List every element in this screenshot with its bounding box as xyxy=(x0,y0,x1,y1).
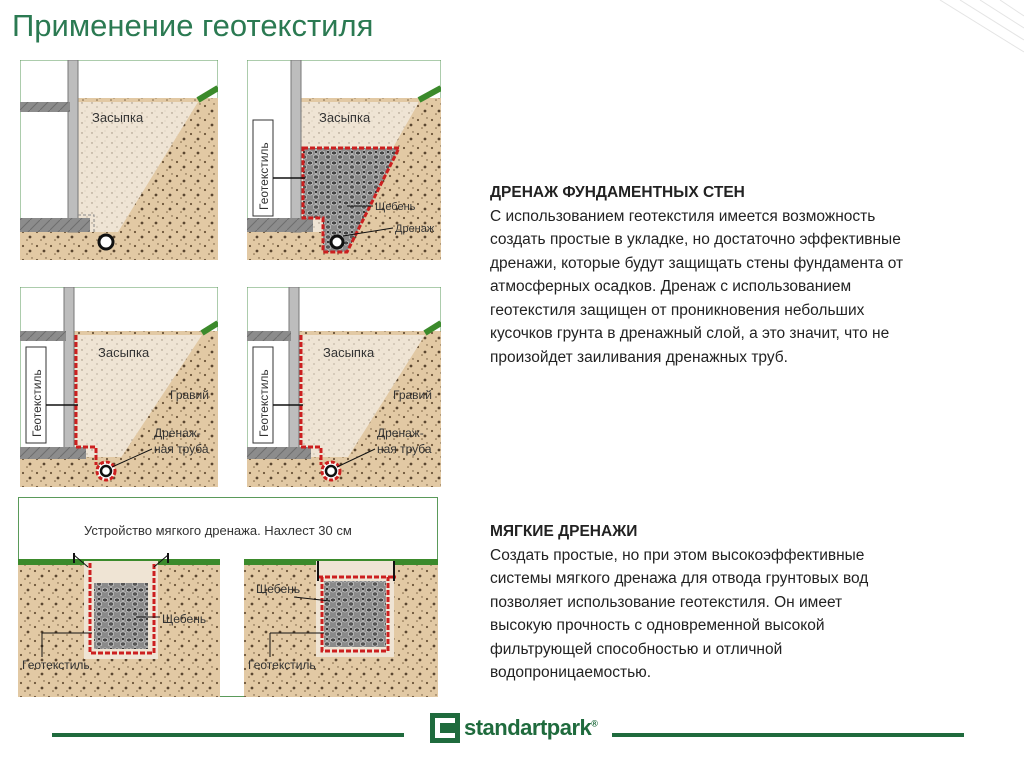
label-gravel: Щебень xyxy=(375,201,416,213)
logo-mark-icon xyxy=(430,713,460,743)
section-line: создать простые в укладке, но достаточно эффективные xyxy=(490,231,901,248)
brand-logo xyxy=(430,712,597,744)
page-title: Применение геотекстиля xyxy=(12,8,374,43)
diagram-wall-drainage-basic xyxy=(20,60,218,260)
logo-text: standartpark® xyxy=(464,715,598,740)
section-line: атмосферных осадков. Дренаж с использованием xyxy=(490,278,852,295)
section-line: дренажи, которые будут защищать стены фундамента от xyxy=(490,254,904,272)
label-pipe-2: ная труба xyxy=(154,442,209,456)
section-line: геотекстиля защищен от проникновения небольших xyxy=(490,301,865,319)
label-geotextile-left: Геотекстиль xyxy=(22,658,90,672)
label-gravel-left: Щебень xyxy=(162,612,207,626)
section-line: произойдет заиливания дренажных труб. xyxy=(490,348,788,366)
section-line: высокую прочность с одновременной высокой xyxy=(490,617,825,634)
label-pipe-1: Дренаж- xyxy=(154,426,201,440)
label-drain: Дренаж xyxy=(395,223,435,235)
section-heading: ДРЕНАЖ ФУНДАМЕНТНЫХ СТЕН xyxy=(490,184,745,201)
diagram-wall-drainage-geotextile xyxy=(20,287,218,487)
label-gravel: Гравий xyxy=(393,388,432,402)
soft-drainage-heading: Устройство мягкого дренажа. Нахлест 30 см xyxy=(84,523,352,538)
label-backfill: Засыпка xyxy=(319,110,371,125)
label-gravel: Гравий xyxy=(170,388,209,402)
section-line: С использованием геотекстиля имеется возможность xyxy=(490,207,876,225)
diagram-soft-drainage xyxy=(18,497,438,697)
section-line: водопроницаемостью. xyxy=(490,664,652,681)
label-geotextile: Геотекстиль xyxy=(257,142,271,210)
section-line: кусочков грунта в дренажный слой, а это значит, что не xyxy=(490,325,890,342)
label-geotextile: Геотекстиль xyxy=(257,369,271,437)
label-backfill: Засыпка xyxy=(323,345,375,360)
section-heading: МЯГКИЕ ДРЕНАЖИ xyxy=(490,523,638,540)
section-line: позволяет использование геотекстиля. Он имеет xyxy=(490,593,843,611)
section-line: системы мягкого дренажа для отвода грунтовых вод xyxy=(490,570,869,587)
label-gravel-right: Щебень xyxy=(256,582,301,596)
footer-line-left xyxy=(52,733,404,737)
section-foundation-drainage xyxy=(490,181,995,369)
footer-line-right xyxy=(612,733,964,737)
section-soft-drainage xyxy=(490,520,995,685)
section-line: Создать простые, но при этом высокоэффективные xyxy=(490,546,865,564)
label-pipe-1: Дренаж- xyxy=(377,426,424,440)
diagram-wall-drainage-gravel xyxy=(247,60,441,260)
label-geotextile-right: Геотекстиль xyxy=(248,658,316,672)
section-line: фильтрующей способностью и отличной xyxy=(490,640,783,658)
diagram-wall-drainage-geotextile-2 xyxy=(247,287,441,487)
label-geotextile: Геотекстиль xyxy=(30,369,44,437)
label-backfill: Засыпка xyxy=(92,110,144,125)
label-pipe-2: ная труба xyxy=(377,442,432,456)
label-backfill: Засыпка xyxy=(98,345,150,360)
logo-registered: ® xyxy=(591,718,598,729)
